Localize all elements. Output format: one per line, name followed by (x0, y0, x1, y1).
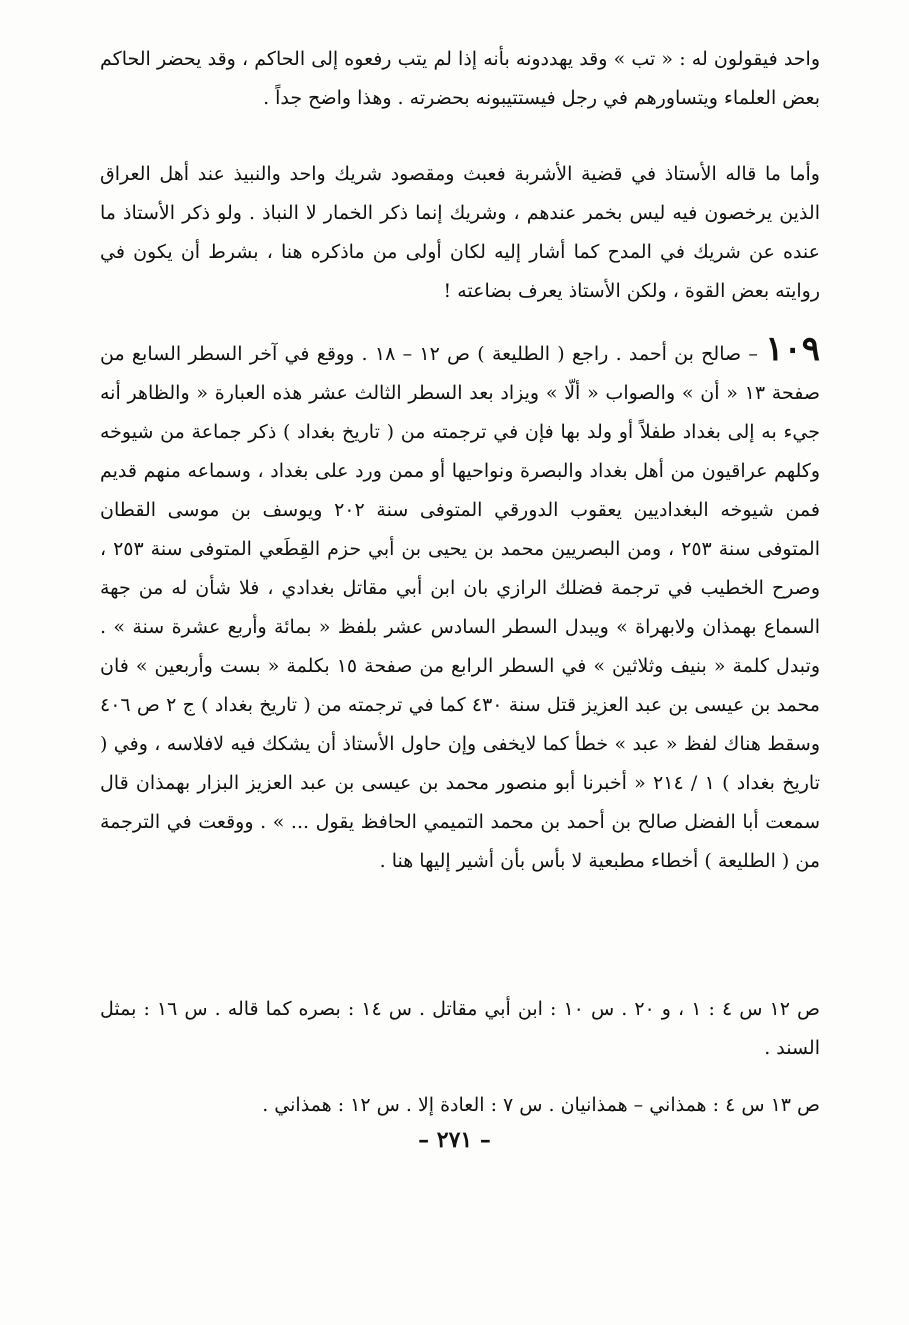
paragraph-continuation: واحد فيقولون له : « تب » وقد يهددونه بأنه إذا لم يتب رفعوه إلى الحاكم ، وقد يحضر الحاكم بعض العلماء ويتساورهم في رجل فيستتيبونه بحضرته . وهذا واضح جداً . (100, 48, 820, 109)
corrections-page-13: ص ١٣ س ٤ : همذاني – همذانيان . س ٧ : العادة إلا . س ١٢ : همذاني . (262, 1094, 820, 1116)
corrections-page-12: ص ١٢ س ٤ : ١ ، و ٢٠ . س ١٠ : ابن أبي مقاتل . س ١٤ : بصره كما قاله . س ١٦ : بمثل السند . (100, 998, 820, 1059)
page-number: – ٢٧١ – (418, 1127, 491, 1153)
entry-109 (100, 330, 820, 881)
entry-text: – صالح بن أحمد . راجع ( الطليعة ) ص ١٢ – ١٨ . ووقع في آخر السطر السابع من صفحة ١٣ « أن » والصواب « ألّا » ويزاد بعد السطر الثالث عشر هذه العبارة « والظاهر أنه جيء به إلى بغداد طفلاً أو ولد بها فإن في ترجمته من ( تاريخ بغداد ) ذكر جماعة من شيوخه وكلهم عراقيون من أهل بغداد والبصرة ونواحيها أو ممن ورد على بغداد ، وسماعه منهم قديم فمن شيوخه البغداديين يعقوب الدورقي المتوفى سنة ٢٠٢ ويوسف بن موسى القطان المتوفى سنة ٢٥٣ ، ومن البصريين محمد بن يحيى بن أبي حزم القِطَعي المتوفى سنة ٢٥٣ ، وصرح الخطيب في ترجمة فضلك الرازي بان ابن أبي مقاتل بغدادي ، فلا شأن له من جهة السماع بهمذان ولابهراة » ويبدل السطر السادس عشر بلفظ « بمائة وأربع عشرة سنة » . وتبدل كلمة « بنيف وثلاثين » في السطر الرابع من صفحة ١٥ بكلمة « بست وأربعين » فان محمد بن عيسى بن عبد العزيز قتل سنة ٤٣٠ كما في ترجمته من ( تاريخ بغداد ) ج ٢ ص ٤٠٦ وسقط هناك لفظ « عبد » خطأ كما لايخفى وإن حاول الأستاذ أن يشكك فيه لافلاسه ، وفي ( تاريخ بغداد ) ١ / ٢١٤ « أخبرنا أبو منصور محمد بن عيسى بن عبد العزيز البزار بهمذان قال سمعت أبا الفضل صالح بن أحمد بن محمد التميمي الحافظ يقول ... » . ووقعت في الترجمة من ( الطليعة ) أخطاء مطبعية لا بأس بأن أشير إليها هنا . (100, 343, 820, 872)
paragraph-ashriba: وأما ما قاله الأستاذ في قضية الأشربة فعبث ومقصود شريك واحد والنبيذ عند أهل العراق الذين يرخصون فيه ليس بخمر عندهم ، وشريك إنما ذكر الخمار لا النباذ . ولو ذكر الأستاذ ما عنده عن شريك في المدح كما أشار إليه لكان أولى من ماذكره هنا ، بشرط أن يكون في روايته بعض القوة ، ولكن الأستاذ يعرف بضاعته ! (100, 163, 820, 302)
entry-number: ١٠٩ (765, 329, 820, 369)
